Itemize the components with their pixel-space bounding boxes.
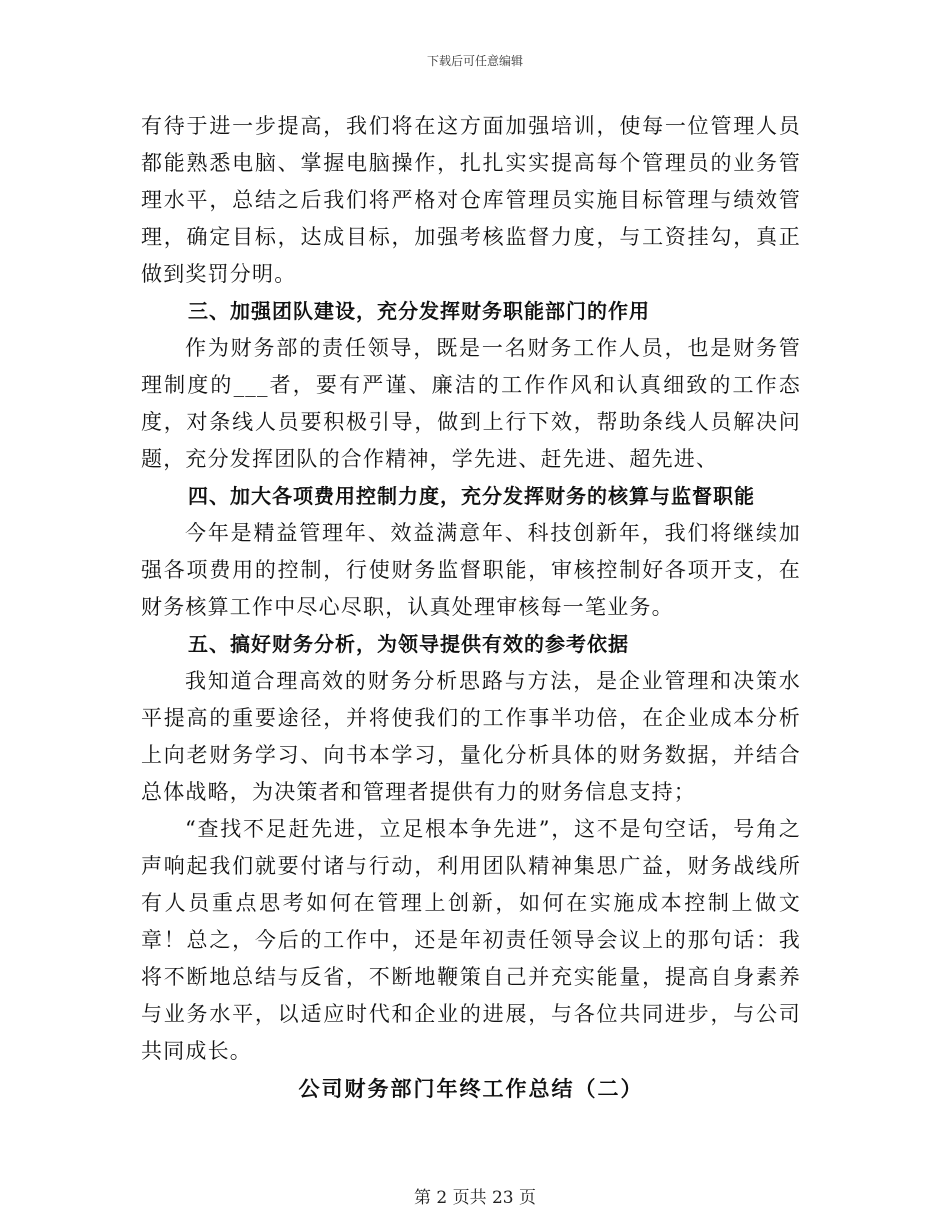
section-heading-4: 四、加大各项费用控制力度，充分发挥财务的核算与监督职能 (188, 484, 755, 508)
section-heading-5: 五、搞好财务分析，为领导提供有效的参考依据 (188, 632, 629, 656)
next-document-title: 公司财务部门年终工作总结（二） (298, 1076, 644, 1101)
document-body (141, 108, 801, 1107)
page-header-note: 下载后可任意编辑 (426, 54, 523, 68)
paragraph-conclusion: “查找不足赶先进，立足根本争先进”，这不是句空话，号角之声响起我们就要付诸与行动，利用团队精神集思广益，财务战线所有人员重点思考如何在管理上创新，如何在实施成本控制上做文章！总之，今后的工作中，还是年初责任领导会议上的那句话：我将不断地总结与反省，不断地鞭策自己并充实能量，提高自身素养与业务水平，以适应时代和企业的进展，与各位共同进步，与公司共同成长。 (141, 817, 801, 1063)
paragraph-continuation: 有待于进一步提高，我们将在这方面加强培训，使每一位管理人员都能熟悉电脑、掌握电脑操作，扎扎实实提高每个管理员的业务管理水平，总结之后我们将严格对仓库管理员实施目标管理与绩效管理，确定目标，达成目标，加强考核监督力度，与工资挂勾，真正做到奖罚分明。 (141, 114, 801, 286)
paragraph-cost-control: 今年是精益管理年、效益满意年、科技创新年，我们将继续加强各项费用的控制，行使财务监督职能，审核控制好各项开支，在财务核算工作中尽心尽职，认真处理审核每一笔业务。 (141, 521, 801, 619)
paragraph-financial-analysis: 我知道合理高效的财务分析思路与方法，是企业管理和决策水平提高的重要途径，并将使我们的工作事半功倍，在企业成本分析上向老财务学习、向书本学习，量化分析具体的财务数据，并结合总体战略，为决策者和管理者提供有力的财务信息支持； (141, 669, 801, 804)
paragraph-team-building: 作为财务部的责任领导，既是一名财务工作人员，也是财务管理制度的___者，要有严谨、廉洁的工作作风和认真细致的工作态度，对条线人员要积极引导，做到上行下效，帮助条线人员解决问题，充分发挥团队的合作精神，学先进、赶先进、超先进、 (141, 336, 801, 471)
section-heading-3: 三、加强团队建设，充分发挥财务职能部门的作用 (188, 299, 650, 323)
page-footer-number: 第 2 页共 23 页 (413, 1188, 537, 1208)
